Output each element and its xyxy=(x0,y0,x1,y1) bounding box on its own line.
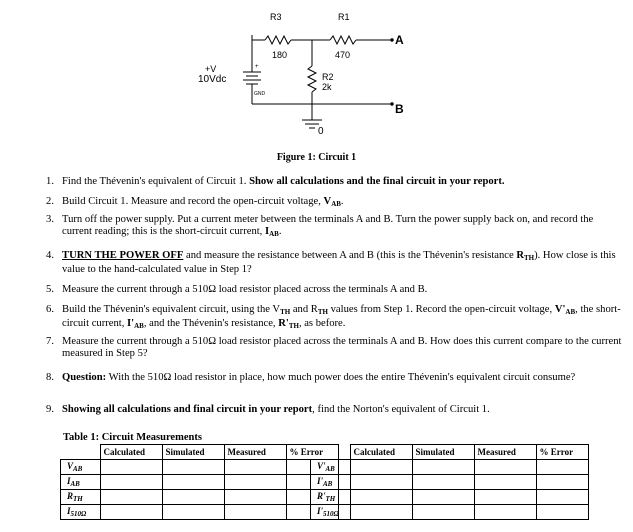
step-text-run: , the short-circuit current, xyxy=(62,304,621,329)
table-row xyxy=(61,505,339,520)
step-number: 5. xyxy=(46,284,54,295)
step-text-run: . xyxy=(340,196,344,207)
row-label-sub: AB xyxy=(325,465,335,473)
table-cell[interactable] xyxy=(100,505,162,520)
step-number: 9. xyxy=(46,404,54,415)
table-cell[interactable] xyxy=(474,490,536,505)
table-cell[interactable] xyxy=(224,475,286,490)
step-text-run: and R xyxy=(290,304,318,315)
row-label xyxy=(311,475,351,490)
table-cell[interactable] xyxy=(350,505,412,520)
table-header: % Error xyxy=(536,445,588,460)
row-label-main: V' xyxy=(317,461,326,471)
row-label-sub: TH xyxy=(325,495,336,503)
step-text-run: Build Circuit 1. Measure and record the open-circuit voltage, xyxy=(62,196,324,207)
step-item xyxy=(40,284,622,296)
row-label xyxy=(61,475,101,490)
subscript: TH xyxy=(288,322,299,330)
step-item xyxy=(40,336,622,360)
step-number: 4. xyxy=(46,250,54,261)
step-text xyxy=(62,404,622,416)
step-text-run: . xyxy=(278,226,282,237)
step-item xyxy=(40,304,622,332)
circuit-schematic xyxy=(0,0,633,150)
subscript: TH xyxy=(317,308,328,316)
r2-label: R2 xyxy=(322,72,334,82)
step-item xyxy=(40,404,622,416)
subscript: AB xyxy=(269,230,279,238)
table-cell[interactable] xyxy=(536,475,588,490)
measurements-table-right xyxy=(310,444,589,520)
table-cell[interactable] xyxy=(350,490,412,505)
row-label-sub: AB xyxy=(323,480,333,488)
source-value-label: 10Vdc xyxy=(198,74,227,85)
step-text-run: I' xyxy=(127,318,135,329)
resistor-r2-zigzag xyxy=(308,66,316,92)
step-text-run: Find the Thévenin's equivalent of Circuit 1. xyxy=(62,176,250,187)
step-text-run: Show all calculations and the final circuit in your report. xyxy=(249,176,505,187)
source-plus-sign: + xyxy=(255,64,259,70)
step-number: 3. xyxy=(46,214,54,225)
step-item xyxy=(40,196,622,210)
subscript: AB xyxy=(134,322,144,330)
table-cell[interactable] xyxy=(536,505,588,520)
step-text-run: TURN THE POWER OFF xyxy=(62,250,184,261)
table-header: Measured xyxy=(224,445,286,460)
step-text-run: and measure the resistance between A and B (this is the Thévenin's resistance xyxy=(183,250,517,261)
r1-value: 470 xyxy=(335,50,351,60)
source-pos-label: +V xyxy=(205,64,217,74)
step-text-run: , and the Thévenin's resistance, xyxy=(143,318,279,329)
step-text xyxy=(62,284,622,296)
r3-label: R3 xyxy=(270,12,282,22)
step-text-run: , as before. xyxy=(298,318,346,329)
row-label-main: I xyxy=(67,506,71,516)
row-label-main: I' xyxy=(317,476,324,486)
ground-node-label: 0 xyxy=(318,126,324,137)
table-corner-blank xyxy=(311,445,351,460)
table-cell[interactable] xyxy=(412,475,474,490)
step-item xyxy=(40,176,622,188)
step-number: 7. xyxy=(46,336,54,347)
table-cell[interactable] xyxy=(474,475,536,490)
step-text xyxy=(62,304,622,332)
row-label xyxy=(311,505,351,520)
table-header: Measured xyxy=(474,445,536,460)
step-number: 2. xyxy=(46,196,54,207)
step-number: 6. xyxy=(46,304,54,315)
table-cell[interactable] xyxy=(474,505,536,520)
table-row xyxy=(61,460,339,475)
measurements-table-left xyxy=(60,444,339,520)
node-a-label: A xyxy=(395,33,404,47)
table-row xyxy=(311,505,589,520)
table-cell[interactable] xyxy=(100,490,162,505)
table-header: Simulated xyxy=(412,445,474,460)
table-cell[interactable] xyxy=(536,490,588,505)
row-label-main: I' xyxy=(317,506,324,516)
r2-value: 2k xyxy=(322,82,332,92)
table-row xyxy=(311,475,589,490)
figure-caption: Figure 1: Circuit 1 xyxy=(276,152,357,163)
wire-top xyxy=(252,35,265,40)
subscript: TH xyxy=(280,308,291,316)
table-cell[interactable] xyxy=(224,490,286,505)
row-label-main: R xyxy=(67,491,74,501)
step-text-run: Turn off the power supply. Put a current meter between the terminals A and B. Turn the power supply back on, and record the current reading; this is the short-circuit current, xyxy=(62,214,594,237)
table-cell[interactable] xyxy=(412,490,474,505)
step-text xyxy=(62,214,622,240)
table-cell[interactable] xyxy=(536,460,588,475)
step-text xyxy=(62,372,622,384)
step-number: 8. xyxy=(46,372,54,383)
step-item xyxy=(40,214,622,240)
table-cell[interactable] xyxy=(224,460,286,475)
row-label-sub: AB xyxy=(70,480,80,488)
terminal-b-dot xyxy=(391,103,393,105)
row-label-sub: 510Ω xyxy=(70,510,87,518)
step-text xyxy=(62,176,622,188)
table-title: Table 1: Circuit Measurements xyxy=(63,432,202,443)
step-item xyxy=(40,372,622,384)
subscript: TH xyxy=(523,254,535,262)
row-label-sub: AB xyxy=(73,465,83,473)
step-text-run: ). How close is this value to the hand-calculated value in Step 1? xyxy=(62,250,616,275)
table-header: % Error xyxy=(286,445,338,460)
step-text-run: V xyxy=(323,196,332,207)
table-corner-blank xyxy=(61,445,101,460)
subscript: AB xyxy=(565,308,576,316)
step-text-run: With the 510Ω load resistor in place, how much power does the entire Thévenin's equivalent circuit consume? xyxy=(106,372,576,383)
step-text xyxy=(62,196,622,210)
row-label xyxy=(61,460,101,475)
step-number: 1. xyxy=(46,176,54,187)
gnd-text: GND xyxy=(254,91,266,97)
r3-value: 180 xyxy=(272,50,288,60)
table-header: Calculated xyxy=(350,445,412,460)
table-row xyxy=(311,460,589,475)
resistor-r3-zigzag xyxy=(265,36,291,44)
step-text xyxy=(62,336,622,360)
step-text xyxy=(62,250,622,276)
table-row xyxy=(61,490,339,505)
node-b-label: B xyxy=(395,102,404,116)
row-label-main: I xyxy=(67,476,71,486)
step-item xyxy=(40,250,622,276)
step-text-run: Showing all calculations and final circuit in your report xyxy=(62,404,313,415)
table-header: Calculated xyxy=(100,445,162,460)
step-text-run: V' xyxy=(554,304,566,315)
row-label xyxy=(61,505,101,520)
resistor-r1-zigzag xyxy=(330,36,356,44)
row-label xyxy=(61,490,101,505)
r1-label: R1 xyxy=(338,12,350,22)
row-label-main: V xyxy=(67,461,74,471)
table-cell[interactable] xyxy=(474,460,536,475)
table-cell[interactable] xyxy=(350,475,412,490)
row-label-sub: 510Ω xyxy=(323,510,339,518)
table-cell[interactable] xyxy=(162,505,224,520)
subscript: AB xyxy=(331,200,341,208)
step-text-run: I xyxy=(264,226,270,237)
table-cell[interactable] xyxy=(350,460,412,475)
table-cell[interactable] xyxy=(162,490,224,505)
step-text-run: Measure the current through a 510Ω load resistor placed across the terminals A and B. How does this current compare to the current measured in Step 5? xyxy=(62,336,622,359)
table-cell[interactable] xyxy=(412,505,474,520)
row-label xyxy=(311,490,351,505)
table-cell[interactable] xyxy=(162,475,224,490)
table-cell[interactable] xyxy=(224,505,286,520)
table-header: Simulated xyxy=(162,445,224,460)
row-label-sub: TH xyxy=(73,495,83,503)
table-cell[interactable] xyxy=(162,460,224,475)
table-row xyxy=(61,475,339,490)
step-text-run: Build the Thévenin's equivalent circuit, using the V xyxy=(62,304,281,315)
step-text-run: Measure the current through a 510Ω load resistor placed across the terminals A and B. xyxy=(62,284,428,295)
step-text-run: R xyxy=(516,250,524,261)
table-cell[interactable] xyxy=(412,460,474,475)
table-cell[interactable] xyxy=(100,475,162,490)
step-text-run: R' xyxy=(278,318,289,329)
step-text-run: Question: xyxy=(62,372,107,383)
step-text-run: , find the Norton's equivalent of Circuit 1. xyxy=(312,404,490,415)
terminal-a-dot xyxy=(391,39,393,41)
step-text-run: values from Step 1. Record the open-circuit voltage, xyxy=(327,304,555,315)
row-label-main: R' xyxy=(317,491,326,501)
row-label xyxy=(311,460,351,475)
table-row xyxy=(311,490,589,505)
table-cell[interactable] xyxy=(100,460,162,475)
